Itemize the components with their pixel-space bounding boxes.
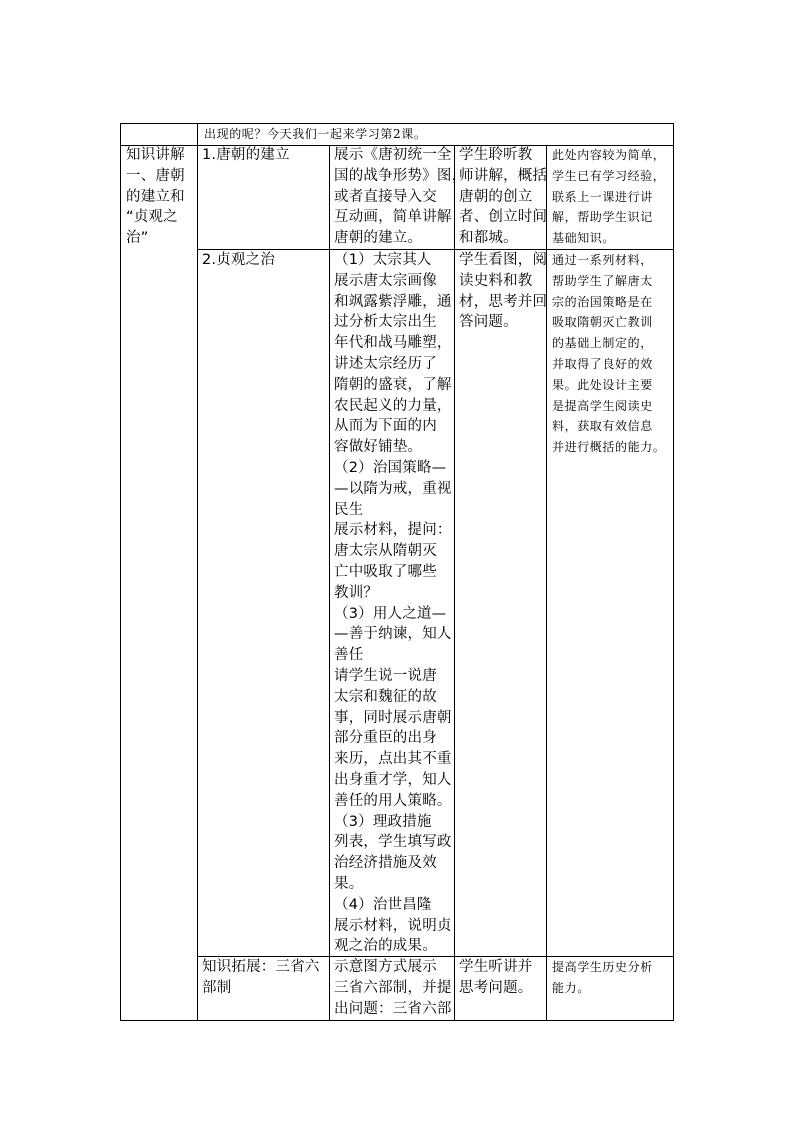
teacher-line: （2）治国策略— <box>334 459 447 476</box>
teacher-line: 列表，学生填写政 <box>334 834 452 851</box>
intent-line: 解，帮助学生识记 <box>552 210 653 225</box>
section-title <box>126 145 185 249</box>
student-line: 材，思考并回 <box>459 293 548 310</box>
teacher-line: 容做好铺垫。 <box>334 439 423 456</box>
teacher-line: 果。 <box>334 875 364 892</box>
teacher-line: 展示材料，说明贞 <box>334 917 452 934</box>
student-line: 唐朝的创立 <box>459 188 533 205</box>
teacher-line: —善于纳谏，知人 <box>334 626 452 643</box>
student-line: 读史料和教 <box>459 272 533 289</box>
teacher-line: （3）理政措施 <box>334 813 432 830</box>
intent-line: 宗的治国策略是在 <box>552 294 653 309</box>
topic-zhenguan <box>202 250 275 271</box>
student-activity-1 <box>459 145 547 249</box>
teacher-line: 展示材料，提问： <box>334 522 452 539</box>
teacher-line: —以隋为戒，重视 <box>334 480 452 497</box>
teacher-line: （4）治世昌隆 <box>334 896 432 913</box>
design-intent-2 <box>552 250 665 458</box>
intent-line: 通过一系列材料， <box>552 253 653 267</box>
student-line: 学生看图，阅 <box>459 252 548 268</box>
intent-line: 联系上一课进行讲 <box>552 189 653 204</box>
intent-line: 并进行概括的能力。 <box>552 440 666 455</box>
teacher-line: 出问题：三省六部 <box>334 1000 452 1017</box>
topic-label: 知识拓展：三省六 <box>202 959 320 975</box>
intent-line: 基础知识。 <box>552 231 616 246</box>
teacher-line: 和飒露紫浮雕，通 <box>334 293 452 310</box>
student-line: 思考问题。 <box>459 979 533 996</box>
student-activity-3 <box>459 957 533 999</box>
teacher-line: 太宗和魏征的故 <box>334 688 437 705</box>
teacher-line: 唐朝的建立。 <box>334 230 423 247</box>
intent-line: 学生已有学习经验， <box>552 168 666 183</box>
teacher-line: 三省六部制，并提 <box>334 979 452 996</box>
teacher-line: 观之治的成果。 <box>334 938 437 955</box>
student-line: 师讲解，概括 <box>459 167 548 184</box>
teacher-line: 从而为下面的内 <box>334 418 437 435</box>
topic-label: 1.唐朝的建立 <box>202 147 290 163</box>
topic-label: 2.贞观之治 <box>202 252 276 268</box>
teacher-line: 农民起义的力量， <box>334 397 452 414</box>
student-line: 学生聆听教 <box>459 147 533 163</box>
teacher-line: 展示唐太宗画像 <box>334 272 437 289</box>
intent-line: 是提高学生阅读史 <box>552 398 653 413</box>
teacher-line: 亡中吸取了哪些 <box>334 563 437 580</box>
intent-line: 能力。 <box>552 980 590 995</box>
teacher-activity-2 <box>334 250 452 957</box>
section-title-line: 治” <box>126 230 149 247</box>
design-intent-1 <box>552 145 665 249</box>
teacher-line: 善任 <box>334 647 364 664</box>
teacher-line: 年代和战马雕塑， <box>334 335 452 352</box>
teacher-line: 来历，点出其不重 <box>334 751 452 768</box>
col-divider <box>197 124 198 1020</box>
teacher-line: 讲述太宗经历了 <box>334 355 437 372</box>
intro-line: 出现的呢？今天我们一起来学习第2课。 <box>204 127 427 141</box>
teacher-activity-1 <box>334 145 466 249</box>
section-title-line: 一、唐朝 <box>126 167 185 184</box>
teacher-line: 互动画，简单讲解 <box>334 209 452 226</box>
teacher-line: （3）用人之道— <box>334 605 447 622</box>
teacher-line: 事，同时展示唐朝 <box>334 709 452 726</box>
teacher-line: 教训？ <box>334 584 379 601</box>
intent-line: 的基础上制定的， <box>552 336 653 351</box>
teacher-line: 隋朝的盛衰，了解 <box>334 376 452 393</box>
student-line: 学生听讲并 <box>459 959 533 975</box>
teacher-line: 示意图方式展示 <box>334 959 437 975</box>
teacher-line: 治经济措施及效 <box>334 855 437 872</box>
intent-line: 并取得了良好的效 <box>552 356 653 371</box>
topic-label: 部制 <box>202 979 232 996</box>
teacher-line: （1）太宗其人 <box>334 252 432 268</box>
student-line: 答问题。 <box>459 314 518 331</box>
teacher-line: 展示《唐初统一全 <box>334 147 452 163</box>
design-intent-3 <box>552 957 653 999</box>
col-divider <box>454 145 455 1020</box>
col-divider <box>329 145 330 1020</box>
intent-line: 料，获取有效信息 <box>552 419 653 434</box>
section-title-line: 知识讲解 <box>126 147 185 163</box>
topic-tang-founding <box>202 145 290 166</box>
teacher-line: 国的战争形势》图， <box>334 167 467 184</box>
intent-line: 果。此处设计主要 <box>552 377 653 392</box>
teacher-line: 或者直接导入交 <box>334 188 437 205</box>
teacher-line: 唐太宗从隋朝灭 <box>334 543 437 560</box>
intent-line: 提高学生历史分析 <box>552 960 653 974</box>
student-activity-2 <box>459 250 547 333</box>
section-title-line: “贞观之 <box>126 209 178 226</box>
teacher-activity-3 <box>334 957 452 1019</box>
topic-three-departments <box>202 957 320 999</box>
teacher-line: 民生 <box>334 501 364 518</box>
section-title-line: 的建立和 <box>126 188 185 205</box>
teacher-line: 出身重才学，知人 <box>334 771 452 788</box>
intent-line: 帮助学生了解唐太 <box>552 273 653 288</box>
teacher-line: 请学生说一说唐 <box>334 667 437 684</box>
teacher-line: 善任的用人策略。 <box>334 792 452 809</box>
teacher-line: 过分析太宗出生 <box>334 314 437 331</box>
intent-line: 吸取隋朝灭亡教训 <box>552 315 653 330</box>
intent-line: 此处内容较为简单， <box>552 148 666 162</box>
intro-text <box>204 124 426 145</box>
teacher-line: 部分重臣的出身 <box>334 730 437 747</box>
student-line: 和都城。 <box>459 230 518 247</box>
student-line: 者、创立时间 <box>459 209 548 226</box>
